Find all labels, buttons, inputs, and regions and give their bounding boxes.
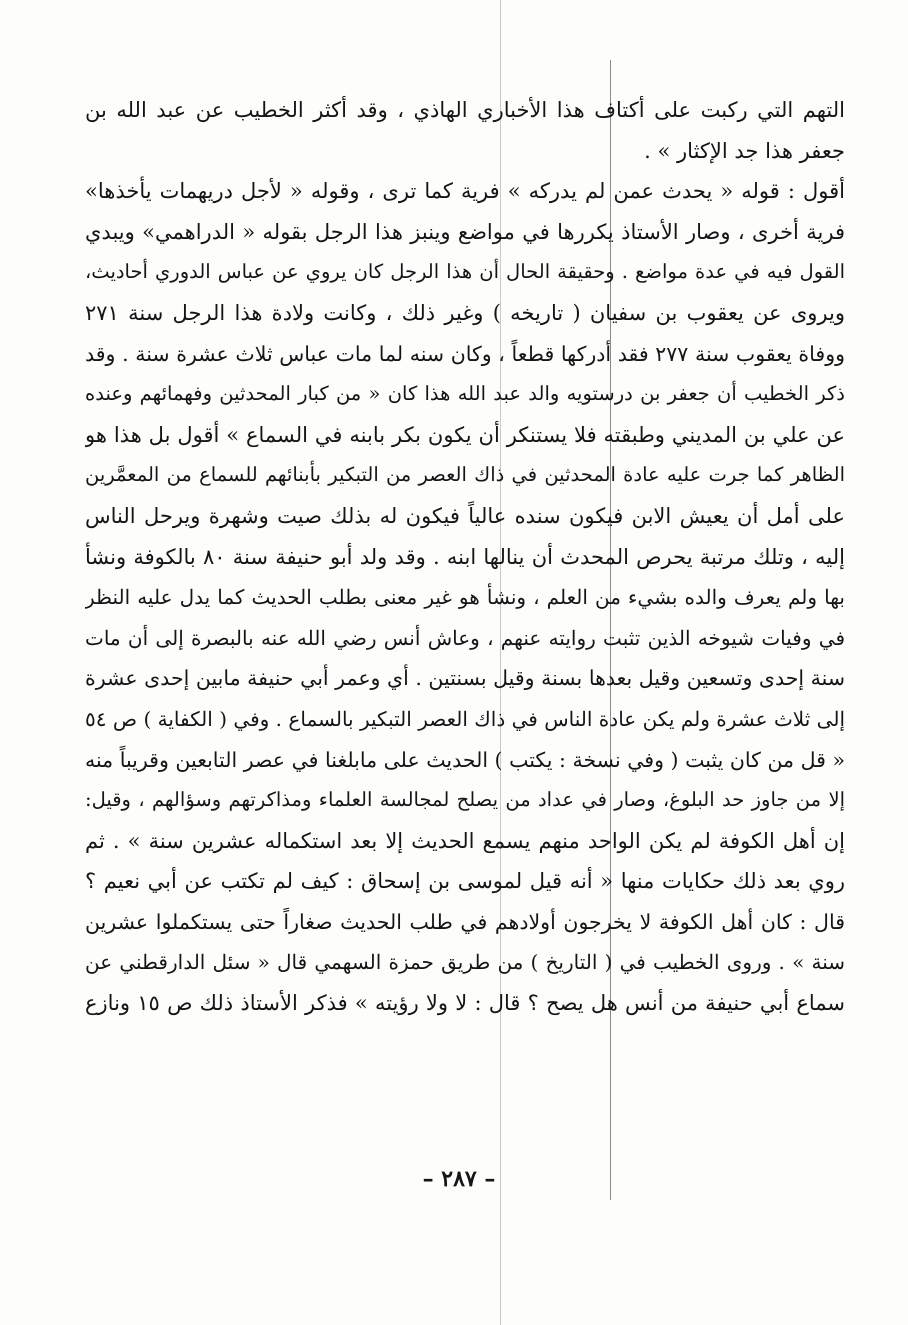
text-line: سماع أبي حنيفة من أنس هل يصح ؟ قال : لا ولا رؤيته » فذكر الأستاذ ذلك ص ١٥ ونازع <box>85 991 845 1016</box>
text-line: إلى ثلاث عشرة ولم يكن عادة الناس في ذاك العصر التبكير بالسماع . وفي ( الكفاية ) ص ٥٤ <box>85 706 845 731</box>
text-line: سنة إحدى وتسعين وقيل بعدها بسنة وقيل بسنتين . أي وعمر أبي حنيفة مابين إحدى عشرة <box>85 666 845 691</box>
text-line: « قل من كان يثبت ( وفي نسخة : يكتب ) الحديث على مابلغنا في عصر التابعين وقريباً منه <box>85 747 845 772</box>
text-line: قال : كان أهل الكوفة لا يخرجون أولادهم في طلب الحديث صغاراً حتى يستكملوا عشرين <box>85 909 845 934</box>
text-line: عن علي بن المديني وطبقته فلا يستنكر أن يكون بكر بابنه في السماع » أقول بل هذا هو <box>85 422 845 447</box>
page-number: – ٢٨٧ – <box>422 1166 496 1192</box>
text-line: القول فيه في عدة مواضع . وحقيقة الحال أن هذا الرجل كان يروي عن عباس الدوري أحاديث، <box>85 260 845 284</box>
text-line: في وفيات شيوخه الذين تثبت روايته عنهم ، وعاش أنس رضي الله عنه بالبصرة إلى أن مات <box>85 625 845 650</box>
text-line: فرية أخرى ، وصار الأستاذ يكررها في مواضع وينبز هذا الرجل بقوله « الدراهمي» ويبدي <box>85 219 845 244</box>
text-line: ذكر الخطيب أن جعفر بن درستويه والد عبد الله هذا كان « من كبار المحدثين وفهمائهم وعنده <box>85 382 845 406</box>
text-line: إن أهل الكوفة لم يكن الواحد منهم يسمع الحديث إلا بعد استكماله عشرين سنة » . ثم <box>85 828 845 853</box>
text-line: على أمل أن يعيش الابن فيكون سنده عالياً فيكون له بذلك صيت وشهرة ويرحل الناس <box>85 503 845 528</box>
text-line: أقول : قوله « يحدث عمن لم يدركه » فرية كما ترى ، وقوله « لأجل دريهمات يأخذها» <box>85 179 845 204</box>
text-line: سنة » . وروى الخطيب في ( التاريخ ) من طريق حمزة السهمي قال « سئل الدارقطني عن <box>85 950 845 975</box>
body-text <box>85 90 845 1024</box>
text-line: روي بعد ذلك حكايات منها « أنه قيل لموسى بن إسحاق : كيف لم تكتب عن أبي نعيم ؟ <box>85 869 845 894</box>
text-line: بها ولم يعرف والده بشيء من العلم ، ونشأ هو غير معنى بطلب الحديث كما يدل عليه النظر <box>85 585 845 610</box>
text-line: إليه ، وتلك مرتبة يحرص المحدث أن ينالها ابنه . وقد ولد أبو حنيفة سنة ٨٠ بالكوفة ونشأ <box>85 544 845 569</box>
text-line: جعفر هذا جد الإكثار » . <box>644 138 845 163</box>
text-line: ووفاة يعقوب سنة ٢٧٧ فقد أدركها قطعاً ، وكان سنه لما مات عباس ثلاث عشرة سنة . وقد <box>85 341 845 366</box>
text-line: الظاهر كما جرت عليه عادة المحدثين في ذاك العصر من التبكير بأبنائهم للسماع من المعمَّرين <box>85 463 845 487</box>
text-line: إلا من جاوز حد البلوغ، وصار في عداد من يصلح لمجالسة العلماء ومذاكرتهم وسؤالهم ، وقيل: <box>85 788 845 812</box>
text-line: التهم التي ركبت على أكتاف هذا الأخباري الهاذي ، وقد أكثر الخطيب عن عبد الله بن <box>85 98 845 122</box>
text-line: ويروى عن يعقوب بن سفيان ( تاريخه ) وغير ذلك ، وكانت ولادة هذا الرجل سنة ٢٧١ <box>85 300 845 325</box>
